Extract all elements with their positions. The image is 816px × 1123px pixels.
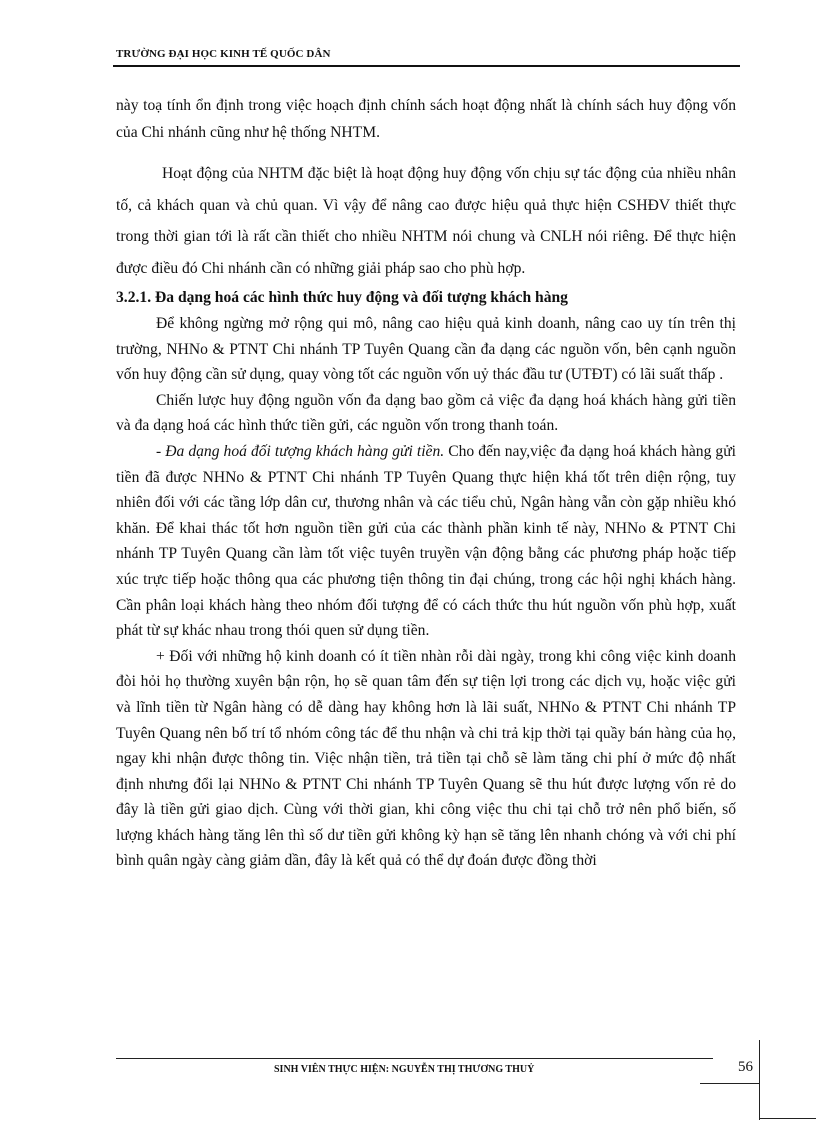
page-number: 56 <box>738 1059 753 1075</box>
section-heading: 3.2.1. Đa dạng hoá các hình thức huy động và đối tượng khách hàng <box>116 289 568 306</box>
paragraph-mo-rong-qui-mo: Để không ngừng mở rộng qui mô, nâng cao hiệu quả kinh doanh, nâng cao uy tín trên thị trường, NHNo & PTNT Chi nhánh TP Tuyên Quang cần đa dạng các nguồn vốn, bên cạnh nguồn vốn huy động cần sử dụng, quay vòng tốt các nguồn vốn uỷ thác đầu tư (UTĐT) có lãi suất thấp . <box>116 315 736 384</box>
footer-divider <box>116 1058 713 1059</box>
header-divider <box>113 65 740 67</box>
page-border-vertical <box>759 1040 760 1120</box>
paragraph-da-dang-hoa <box>116 439 736 644</box>
paragraph-da-dang-hoa-text: Cho đến nay,việc đa dạng hoá khách hàng gửi tiền đã được NHNo & PTNT Chi nhánh TP Tuyên Quang thực hiện khá tốt trên diện rộng, tuy nhiên đối với các tầng lớp dân cư, thương nhân và các tiểu chủ, Ngân hàng vẫn còn gặp nhiều khó khăn. Để khai thác tốt hơn nguồn tiền gửi của các thành phần kinh tế này, NHNo & PTNT Chi nhánh TP Tuyên Quang cần làm tốt việc tuyên truyền vận động bằng các phương pháp hoặc tiếp xúc trực tiếp hoặc thông qua các phương tiện thông tin đại chúng, trong các hội nghị khách hàng. Cần phân loại khách hàng theo nhóm đối tượng để có cách thức thu hút nguồn vốn phù hợp, xuất phát từ sự khác nhau trong thói quen sử dụng tiền. <box>116 442 737 640</box>
paragraph-chien-luoc: Chiến lược huy động nguồn vốn đa dạng bao gồm cả việc đa dạng hoá khách hàng gửi tiền và đa dạng hoá các hình thức tiền gửi, các nguồn vốn trong thanh toán. <box>116 391 736 435</box>
italic-subheading: - Đa dạng hoá đối tượng khách hàng gửi tiền. <box>156 442 445 460</box>
footer-author: SINH VIÊN THỰC HIỆN: NGUYỄN THỊ THƯƠNG THUỶ <box>274 1064 535 1075</box>
paragraph-ho-kinh-doanh: + Đối với những hộ kinh doanh có ít tiền nhàn rỗi dài ngày, trong khi công việc kinh doanh đòi hỏi họ thường xuyên bận rộn, họ sẽ quan tâm đến sự tiện lợi trong các dịch vụ, hoặc việc gửi và lĩnh tiền từ Ngân hàng có dễ dàng hay không hơn là lãi suất, NHNo & PTNT Chi nhánh TP Tuyên Quang nên bố trí tổ nhóm công tác để thu nhận và chi trả kịp thời tại quầy bán hàng của họ, ngay khi nhận được thông tin. Việc nhận tiền, trả tiền tại chỗ sẽ làm tăng chi phí ở mức độ nhất định nhưng đổi lại NHNo & PTNT Chi nhánh TP Tuyên Quang sẽ thu hút được lượng vốn rẻ do đây là tiền gửi giao dịch. Cùng với thời gian, khi công việc thu chi tại chỗ trở nên phổ biến, số lượng khách hàng tăng lên thì số dư tiền gửi không kỳ hạn sẽ tăng lên nhanh chóng và với chi phí bình quân ngày càng giảm dần, đây là kết quả có thể dự đoán được đồng thời <box>116 647 736 870</box>
page-border-horizontal <box>759 1118 816 1119</box>
page-number-box-rule <box>700 1083 760 1084</box>
header-title: TRƯỜNG ĐẠI HỌC KINH TẾ QUỐC DÂN <box>116 48 331 60</box>
page-body <box>116 92 736 874</box>
paragraph-hoat-dong: Hoạt động của NHTM đặc biệt là hoạt động huy động vốn chịu sự tác động của nhiều nhân tố, cả khách quan và chủ quan. Vì vậy để nâng cao được hiệu quả thực hiện CSHĐV thiết thực trong thời gian tới là rất cần thiết cho nhiều NHTM nói chung và CNLH nói riêng. Để thực hiện được điều đó Chi nhánh cần có những giải pháp sao cho phù hợp. <box>116 165 736 277</box>
paragraph-continuation: này toạ tính ổn định trong việc hoạch định chính sách hoạt động nhất là chính sách huy động vốn của Chi nhánh cũng như hệ thống NHTM. <box>116 97 736 141</box>
